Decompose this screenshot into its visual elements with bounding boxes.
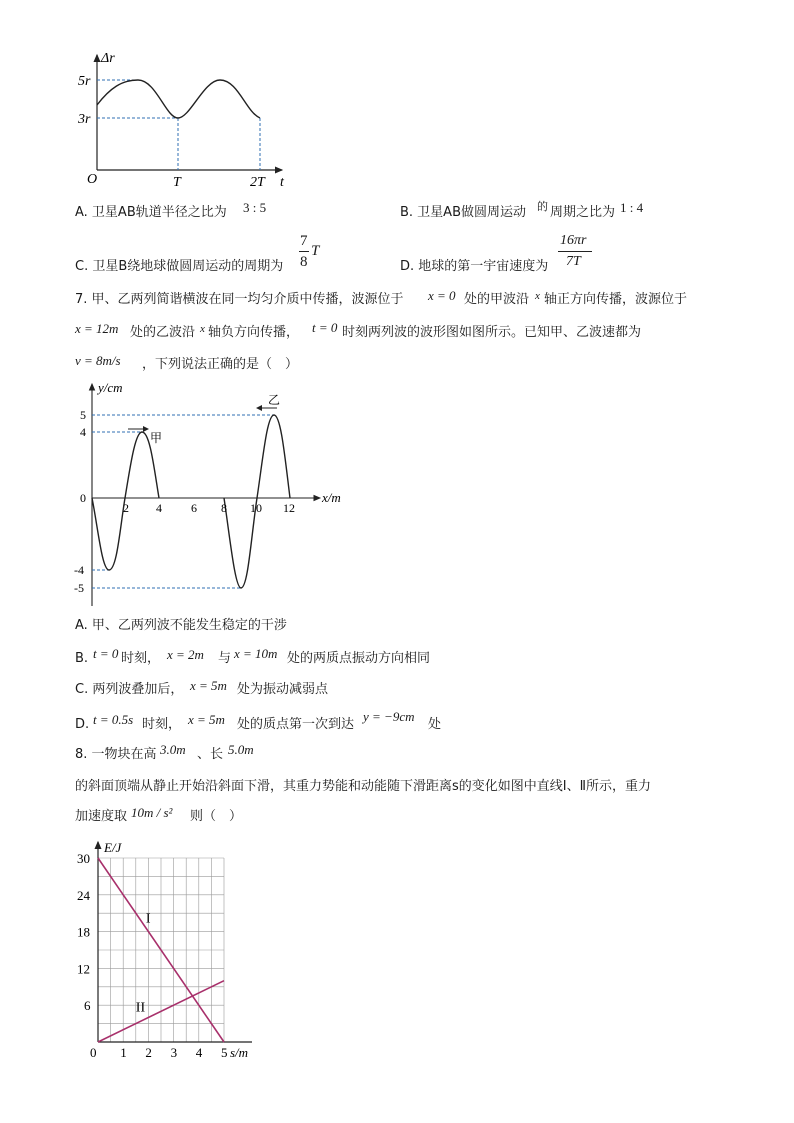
q6-option-c-fraction-bar: [299, 251, 309, 252]
q7-option-d-t3: 处: [428, 717, 442, 732]
y-tick-4: 4: [80, 425, 86, 439]
x-tick-6: 6: [191, 501, 197, 515]
graph-waves: [70, 378, 360, 608]
q7-option-d-pre: D.: [75, 717, 90, 732]
q6-option-c-num: 7: [300, 233, 308, 249]
q8-line2: 的斜面顶端从静止开始沿斜面下滑，其重力势能和动能随下滑距离s的变化如图中直线Ⅰ、Ⅱ所示，重力: [75, 779, 652, 794]
q7-line2-b: 轴负方向传播，: [208, 325, 300, 340]
x-tick-2T: 2T: [250, 175, 265, 190]
q7-option-b-m2: x = 2m: [167, 647, 204, 662]
chart-y-label: E/J: [104, 840, 122, 855]
q7-option-b-m3: x = 10m: [234, 646, 278, 661]
q7-line2-x: x: [200, 323, 205, 335]
q6-option-b-text2: 周期之比为: [550, 205, 616, 220]
x-axis-label: x/m: [322, 490, 341, 505]
q7-option-c-t1: 处为振动减弱点: [237, 682, 329, 697]
graph-delta-r: [70, 50, 290, 190]
x-tick-4: 4: [195, 1045, 203, 1060]
x-tick-T: T: [173, 175, 181, 190]
q7-line3-a: ，下列说法正确的是（ ）: [142, 357, 299, 372]
y-axis-label: Δr: [101, 51, 115, 66]
x-tick-8: 8: [221, 501, 227, 515]
q7-line1-a: 7. 甲、乙两列简谐横波在同一均匀介质中传播，波源位于: [75, 292, 404, 307]
q6-option-d-num: 16πr: [560, 233, 587, 248]
q7-option-c-m1: x = 5m: [190, 678, 227, 693]
q7-option-b-t3: 处的两质点振动方向相同: [287, 651, 431, 666]
q6-option-d-text: D. 地球的第一宇宙速度为: [400, 259, 549, 274]
q7-option-d-t2: 处的质点第一次到达: [237, 717, 355, 732]
x-tick-2: 2: [123, 501, 129, 515]
q7-line3-math: v = 8m/s: [75, 353, 121, 368]
q7-option-d-m2: x = 5m: [188, 712, 225, 727]
q7-line1-b: 处的甲波沿: [464, 292, 530, 307]
x-tick-1: 1: [120, 1045, 127, 1060]
chart-x-label: s/m: [230, 1045, 249, 1060]
q7-line2-c: 时刻两列波的波形图如图所示。已知甲、乙波速都为: [342, 325, 642, 340]
q7-option-b-m1: t = 0: [93, 646, 119, 661]
wave-yi-label: 乙: [268, 393, 281, 407]
q7-line1-c: 轴正方向传播，波源位于: [544, 292, 688, 307]
q8-line3-b: 则（ ）: [190, 809, 243, 824]
series-label-II: II: [135, 1000, 146, 1016]
q7-option-d-m1: t = 0.5s: [93, 712, 134, 727]
x-tick-0: 0: [90, 1045, 97, 1060]
q6-option-d-den: 7T: [566, 254, 581, 269]
q8-line1-b: 、长: [197, 747, 224, 762]
y-axis-label: y/cm: [98, 380, 123, 395]
q7-option-c-pre: C. 两列波叠加后，: [75, 682, 184, 697]
x-tick-12: 12: [283, 501, 295, 515]
energy-chart: [72, 838, 262, 1063]
q7-line2-math: x = 12m: [75, 321, 119, 336]
y-tick-30: 30: [77, 851, 90, 866]
y-tick-12: 12: [77, 961, 90, 977]
q6-option-a-math: 3 : 5: [243, 200, 267, 215]
y-tick-24: 24: [77, 887, 90, 903]
x-tick-3: 3: [170, 1045, 178, 1060]
q7-option-a-text: A. 甲、乙两列波不能发生稳定的干涉: [75, 618, 287, 633]
origin-label: O: [87, 172, 98, 187]
y-tick-minus-5: -5: [74, 581, 84, 595]
q6-option-c-den: 8: [300, 254, 308, 270]
q6-option-c-text: C. 卫星B绕地球做圆周运动的周期为: [75, 259, 284, 274]
x-tick-5: 5: [221, 1045, 228, 1060]
q6-option-d-fraction-bar: [558, 251, 592, 252]
series-label-I: I: [145, 911, 151, 927]
q8-line1-m2: 5.0m: [228, 742, 254, 757]
y-tick-3r: 3r: [78, 112, 91, 127]
y-tick-5r: 5r: [78, 74, 91, 89]
q6-option-a-text: A. 卫星AB轨道半径之比为: [75, 205, 227, 220]
q7-option-b-t1: 时刻，: [121, 651, 161, 666]
y-tick-6: 6: [84, 998, 91, 1014]
q7-line2-math2: t = 0: [312, 320, 338, 335]
q6-option-c-var: T: [311, 243, 320, 259]
x-tick-10: 10: [250, 501, 262, 515]
delta-r-curve: [97, 80, 260, 118]
x-axis-label: t: [280, 175, 284, 190]
q7-option-b-pre: B.: [75, 651, 89, 666]
q6-option-b-de: 的: [537, 200, 548, 213]
q8-line3-a: 加速度取: [75, 809, 128, 824]
y-tick-18: 18: [77, 924, 90, 940]
y-tick-minus-4: -4: [74, 563, 84, 577]
wave-jia-label: 甲: [150, 431, 163, 445]
y-tick-0: 0: [80, 491, 86, 505]
q8-line3-m: 10m / s²: [131, 805, 173, 820]
q7-option-b-t2: 与: [218, 651, 232, 666]
q8-line1-a: 8. 一物块在高: [75, 747, 157, 762]
q7-line2-a: 处的乙波沿: [130, 325, 196, 340]
q6-option-b-math: 1 : 4: [620, 200, 644, 215]
q7-line1-math: x = 0: [428, 288, 456, 303]
x-tick-4: 4: [156, 501, 162, 515]
q8-line1-m1: 3.0m: [160, 742, 186, 757]
y-tick-5: 5: [80, 408, 86, 422]
q7-option-d-t1: 时刻，: [142, 717, 182, 732]
q6-option-b-text: B. 卫星AB做圆周运动: [400, 205, 526, 220]
x-tick-2: 2: [145, 1045, 152, 1060]
q7-option-d-m3: y = −9cm: [363, 709, 415, 724]
q7-line1-x: x: [535, 290, 540, 302]
